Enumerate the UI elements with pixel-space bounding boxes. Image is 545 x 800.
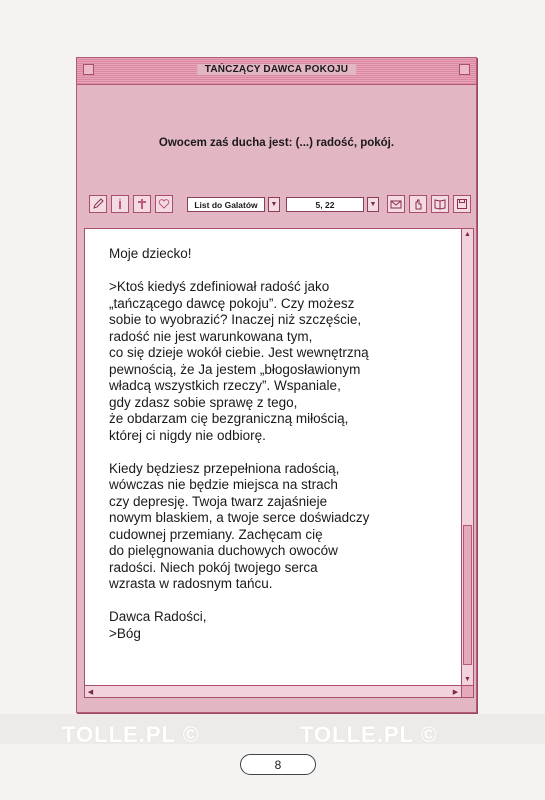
text-line: sobie to wyobrazić? Inaczej niż szczęście, — [109, 312, 362, 327]
chapter-verse-select[interactable]: 5, 22 — [286, 197, 364, 212]
text-pane[interactable] — [84, 228, 474, 698]
candle-icon[interactable] — [111, 195, 129, 213]
watermark-text: TOLLE.PL © — [300, 722, 438, 747]
text-line: >Ktoś kiedyś zdefiniował radość jako — [109, 279, 330, 294]
text-line: „tańczącego dawcę pokoju”. Czy możesz — [109, 295, 355, 311]
cross-icon[interactable] — [133, 195, 151, 213]
edit-icon[interactable] — [89, 195, 107, 213]
text-line: cudownej przemiany. Zachęcam cię — [109, 526, 323, 542]
vertical-scrollbar[interactable] — [461, 229, 473, 685]
text-line: do pielęgnowania duchowych owoców — [109, 543, 338, 558]
scroll-up-icon[interactable]: ▲ — [464, 231, 471, 238]
text-line: której ci nigdy nie odbiorę. — [109, 427, 266, 443]
text-line: Kiedy będziesz przepełniona radością, — [109, 460, 340, 476]
text-line: nowym blaskiem, a twoje serce doświadczy — [109, 510, 370, 525]
text-line: radości. Niech pokój twojego serca — [109, 559, 318, 575]
text-line: pewnością, że Ja jestem „błogosławionym — [109, 361, 361, 377]
paragraph-1 — [109, 279, 429, 444]
verse-quote: Owocem zaś ducha jest: (...) radość, pokój. — [158, 137, 395, 149]
book-select[interactable]: List do Galatów — [187, 197, 265, 212]
chevron-down-icon[interactable]: ▼ — [268, 197, 280, 212]
text-line: radość nie jest warunkowana tym, — [109, 328, 313, 344]
scroll-thumb[interactable] — [463, 525, 472, 665]
text-line: władcą wszystkich rzeczy”. Wspaniale, — [109, 378, 341, 393]
scroll-down-icon[interactable]: ▼ — [464, 676, 471, 683]
scroll-right-icon[interactable]: ▶ — [452, 688, 459, 696]
paragraph-2 — [109, 461, 429, 593]
zoom-box-icon[interactable] — [459, 64, 470, 75]
hand-icon[interactable] — [409, 195, 427, 213]
signature: Dawca Radości, — [109, 609, 207, 624]
text-line: gdy zdasz sobie sprawę z tego, — [109, 394, 298, 410]
window-title: TAŃCZĄCY DAWCA POKOJU — [197, 64, 356, 75]
chevron-down-icon[interactable]: ▼ — [367, 197, 379, 212]
toolbar — [87, 195, 466, 217]
text-line: co się dzieje wokół ciebie. Jest wewnętrzną — [109, 345, 369, 360]
salutation: Moje dziecko! — [109, 246, 192, 261]
text-line: że obdarzam cię bezgraniczną miłością, — [109, 411, 349, 426]
text-line: czy depresję. Twoja twarz zajaśnieje — [109, 493, 328, 509]
resize-grip[interactable] — [461, 685, 473, 697]
app-window — [76, 57, 477, 713]
envelope-icon[interactable] — [387, 195, 405, 213]
horizontal-scrollbar[interactable] — [85, 685, 461, 697]
heart-icon[interactable] — [155, 195, 173, 213]
letter-text — [109, 246, 429, 642]
page-number: 8 — [240, 754, 316, 775]
signoff: >Bóg — [109, 625, 141, 641]
save-icon[interactable] — [453, 195, 471, 213]
book-icon[interactable] — [431, 195, 449, 213]
text-line: wzrasta w radosnym tańcu. — [109, 576, 273, 591]
scroll-left-icon[interactable]: ◀ — [87, 688, 94, 696]
watermark-text: TOLLE.PL © — [62, 722, 200, 747]
close-box-icon[interactable] — [83, 64, 94, 75]
text-line: wówczas nie będzie miejsca na strach — [109, 477, 338, 492]
title-bar[interactable] — [77, 58, 476, 85]
